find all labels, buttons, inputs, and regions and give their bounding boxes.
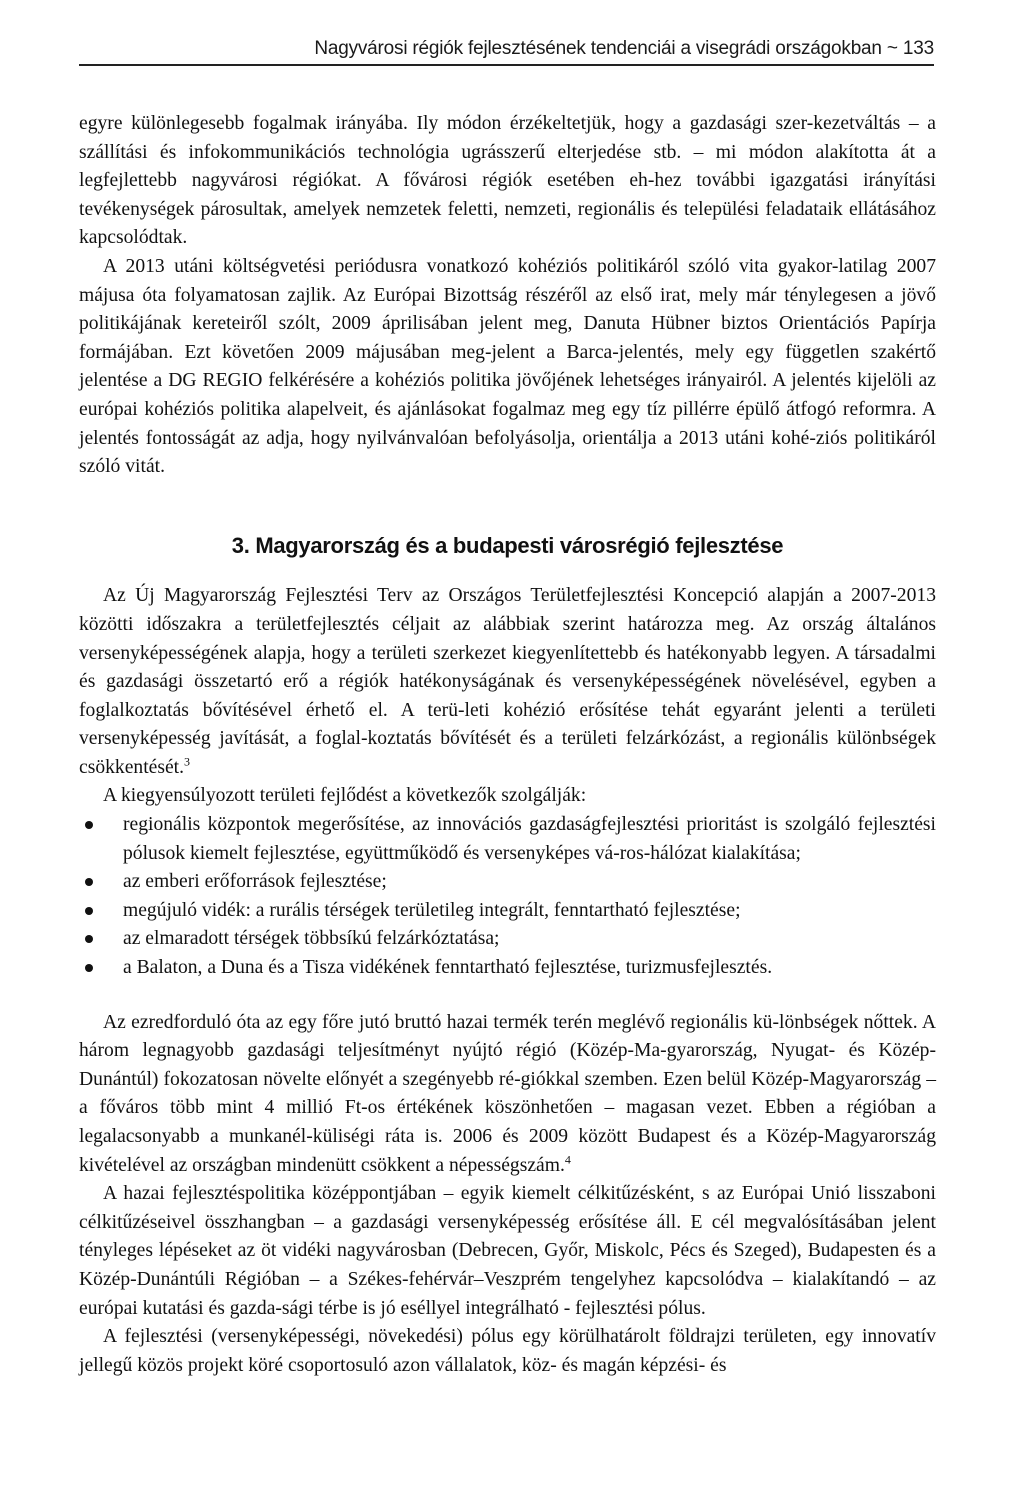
page-number: 133 <box>902 38 934 59</box>
list-item <box>79 925 936 954</box>
bullet-icon <box>85 964 93 972</box>
paragraph-text: Az Új Magyarország Fejlesztési Terv az Országos Területfejlesztési Koncepció alapján a 2007-2013 közötti időszakra a területfejlesztés céljait az alábbiak szerint határozza meg. Az ország általános versenyképességének alapja, hogy a területi szerkezet kiegyenlítettebb és hatékonyabb legyen. A társadalmi és gazdasági összetartó erő a régiók hatékonyságának és versenyképességének növelésével, egyben a foglalkoztatás bővítésével érhető el. A terü-leti kohézió erősítése tehát egyaránt jelenti a területi versenyképesség javítását, a foglal-koztatás bővítését és a területi felzárkózást, a regionális különbségek csökkentését. <box>79 585 936 778</box>
paragraph-text: Az ezredforduló óta az egy főre jutó bruttó hazai termék terén meglévő regionális kü-lönbségek nőttek. A három legnagyobb gazdasági teljesítményt nyújtó régió (Közép-Ma-gyarország, Nyugat- és Közép-Dunántúl) fokozatosan növelte előnyét a szegényebb ré-giókkal szemben. Ezen belül Közép-Magyarország – a főváros több mint 4 millió Ft-os értékének köszönhetően – magasan vezet. Ebben a régióban a legalacsonyabb a munkanél-küliségi ráta is. 2006 és 2009 között Budapest és a Közép-Magyarország kivételével az országban mindenütt csökkent a népességszám. <box>79 1011 936 1176</box>
list-item <box>79 811 936 868</box>
bullet-icon <box>85 935 93 943</box>
list-item <box>79 868 936 897</box>
bullet-icon <box>85 821 93 829</box>
footnote-marker: 4 <box>564 1152 571 1167</box>
list-item-text: az emberi erőforrások fejlesztése; <box>123 871 387 893</box>
paragraph <box>79 582 936 782</box>
section-number: 3. <box>231 532 250 558</box>
bullet-list <box>79 811 936 983</box>
footnote-marker: 3 <box>184 754 191 769</box>
list-item <box>79 954 936 983</box>
list-item-text: regionális központok megerősítése, az innovációs gazdaságfejlesztési prioritást is szolgáló fejlesztési pólusok kiemelt fejlesztése, együttműködő és versenyképes vá-ros-hálózat kialakítása; <box>123 814 936 864</box>
section-title: Magyarország és a budapesti városrégió fejlesztése <box>255 532 784 558</box>
header-separator: ~ <box>886 38 898 59</box>
body-text <box>79 110 936 1380</box>
list-intro: A kiegyensúlyozott területi fejlődést a következők szolgálják: <box>103 785 587 807</box>
paragraph: egyre különlegesebb fogalmak irányába. Ily módon érzékeltetjük, hogy a gazdasági szer-kezetváltás – a szállítási és infokommunikációs technológia ugrásszerű elterjedése stb. – mi módon alakította át a legfejlettebb nagyvárosi régiókat. A fővárosi régiók esetében eh-hez további igazgatási irányítási tevékenységek párosultak, amelyek nemzetek feletti, nemzeti, regionális és települési feladataik ellátásához kapcsolódtak. <box>79 113 936 249</box>
paragraph <box>79 1009 936 1181</box>
list-item-text: az elmaradott térségek többsíkú felzárkóztatása; <box>123 928 500 950</box>
list-item <box>79 897 936 926</box>
paragraph: A fejlesztési (versenyképességi, növekedési) pólus egy körülhatárolt földrajzi területen, egy innovatív jellegű közös projekt köré csoportosuló azon vállalatok, köz- és magán képzési- és <box>79 1326 936 1376</box>
section-heading <box>79 532 936 561</box>
spacer <box>79 983 936 1009</box>
list-item-text: megújuló vidék: a rurális térségek területileg integrált, fenntartható fejlesztése; <box>123 899 741 921</box>
paragraph: A hazai fejlesztéspolitika középpontjában – egyik kiemelt célkitűzésként, s az Európai Unió lisszaboni célkitűzéseivel összhangban – a gazdasági versenyképesség erősítése áll. E cél megvalósításában jelent tényleges lépéseket az öt vidéki nagyvárosban (Debrecen, Győr, Miskolc, Pécs és Szeged), Budapesten és a Közép-Dunántúli Régióban – a Székes-fehérvár–Veszprém tengelyhez kapcsolódva – kialakítandó – az európai kutatási és gazda-sági térbe is jó eséllyel integrálható - fejlesztési pólus. <box>79 1183 936 1319</box>
running-header <box>79 38 934 66</box>
bullet-icon <box>85 907 93 915</box>
running-title: Nagyvárosi régiók fejlesztésének tendenciái a visegrádi országokban <box>314 38 882 59</box>
list-item-text: a Balaton, a Duna és a Tisza vidékének fenntartható fejlesztése, turizmusfejlesztés. <box>123 957 773 979</box>
paragraph: A 2013 utáni költségvetési periódusra vonatkozó kohéziós politikáról szóló vita gyakor-latilag 2007 májusa óta folyamatosan zajlik. Az Európai Bizottság részéről az első irat, mely már ténylegesen a jövő politikájának kereteiről szólt, 2009 áprilisában jelent meg, Danuta Hübner biztos Orientációs Papírja formájában. Ezt követően 2009 májusában meg-jelent a Barca-jelentés, mely egy független szakértő jelentése a DG REGIO felkérésére a kohéziós politika jövőjének lehetséges irányairól. A jelentés kijelöli az európai kohéziós politika alapelveit, és ajánlásokat fogalmaz meg egy tíz pillérre épülő átfogó reformra. A jelentés fontosságát az adja, hogy nyilvánvalóan befolyásolja, orientálja a 2013 utáni kohé-ziós politikáról szóló vitát. <box>79 255 936 478</box>
bullet-icon <box>85 878 93 886</box>
